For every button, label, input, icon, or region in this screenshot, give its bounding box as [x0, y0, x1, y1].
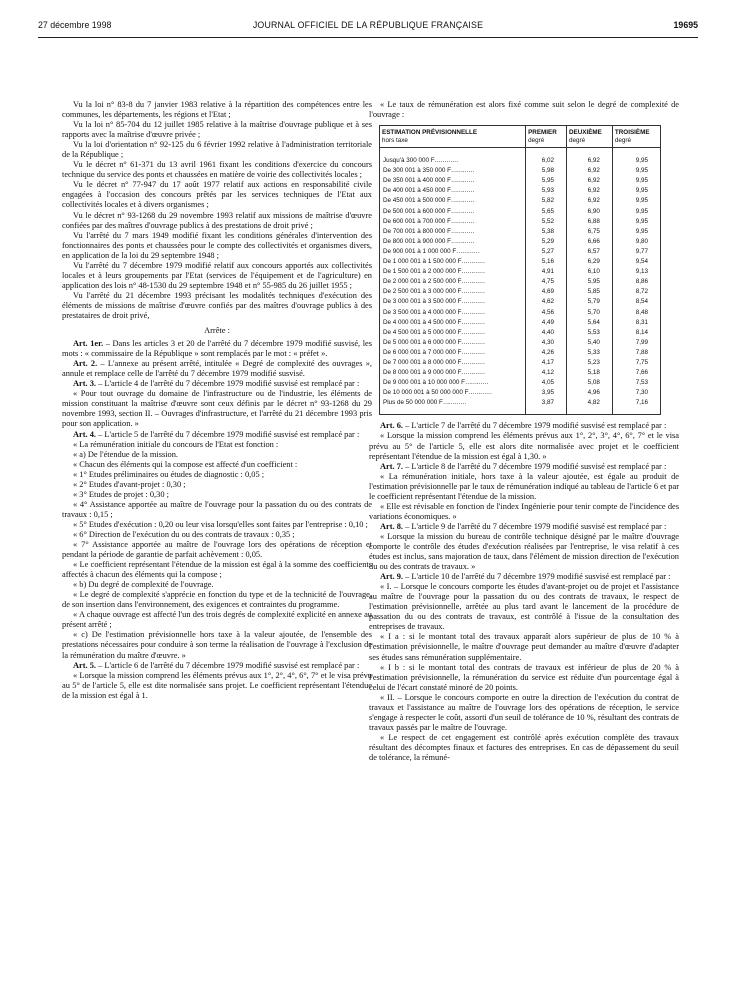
- rate-cell: 4,75: [526, 277, 567, 287]
- paragraph: « Le respect de cet engagement est contrôlé après exécution complète des travaux résultant des décomptes finaux et factures des entreprises. En cas de dépassement du seuil de tolérance, la rémuné-: [369, 732, 679, 762]
- paragraph: « Le coefficient représentant l'étendue de la mission est égal à la somme des coefficients affectés à chacun des éléments qui la compose ;: [62, 560, 372, 580]
- rate-cell: 6,92: [566, 148, 612, 167]
- art4-text: [62, 440, 372, 661]
- rate-cell: 4,69: [526, 287, 567, 297]
- estimation-bracket-cell: De 9 000 001 à 10 000 000 F…………: [380, 378, 526, 388]
- table-row: [380, 237, 661, 247]
- paragraph: « 7° Assistance apportée au maître de l'ouvrage lors des opérations de réception et pendant la période de garantie de parfait achèvement : 0,05.: [62, 540, 372, 560]
- estimation-bracket-cell: De 1 500 001 à 2 000 000 F…………: [380, 267, 526, 277]
- table-row: [380, 227, 661, 237]
- rate-cell: 4,49: [526, 318, 567, 328]
- rate-cell: 4,82: [566, 398, 612, 415]
- paragraph: « 1° Etudes préliminaires ou études de diagnostic : 0,05 ;: [73, 469, 265, 479]
- article-6: [369, 421, 679, 431]
- rate-cell: 5,85: [566, 287, 612, 297]
- rate-cell: 8,14: [612, 328, 660, 338]
- remuneration-rate-table: [379, 125, 661, 415]
- paragraph: « I a : si le montant total des travaux apparaît alors supérieur de plus de 10 % à l'estimation prévisionnelle, le maître d'ouvrage peut demander au maître d'œuvre d'adapter ses études sans rémunération supplémentaire.: [369, 632, 679, 662]
- estimation-bracket-cell: De 2 500 001 à 3 000 000 F…………: [380, 287, 526, 297]
- left-column: [62, 100, 372, 701]
- article-1: [62, 339, 372, 359]
- article-9: [369, 572, 679, 582]
- rate-cell: 6,75: [566, 227, 612, 237]
- rate-cell: 7,88: [612, 348, 660, 358]
- estimation-bracket-cell: De 1 000 001 à 1 500 000 F…………: [380, 257, 526, 267]
- estimation-bracket-cell: De 450 001 à 500 000 F…………: [380, 196, 526, 206]
- article-label: Art. 9.: [380, 572, 404, 582]
- estimation-bracket-cell: De 4 500 001 à 5 000 000 F…………: [380, 328, 526, 338]
- paragraph: Vu le décret n° 93-1268 du 29 novembre 1993 relatif aux missions de maîtrise d'œuvre confiées par des maîtres d'ouvrage publics à des prestations de droit privé ;: [62, 210, 372, 230]
- paragraph: « La rémunération initiale du concours de l'Etat est fonction :: [73, 439, 279, 449]
- table-row: [380, 257, 661, 267]
- rate-cell: 5,27: [526, 247, 567, 257]
- rate-cell: 5,40: [566, 338, 612, 348]
- rate-cell: 6,92: [566, 196, 612, 206]
- table-row: [380, 196, 661, 206]
- paragraph: « a) De l'étendue de la mission.: [73, 449, 179, 459]
- rate-cell: 4,05: [526, 378, 567, 388]
- rate-cell: 9,95: [612, 227, 660, 237]
- rate-cell: 5,23: [566, 358, 612, 368]
- paragraph: « Lorsque la mission comprend les éléments prévus aux 1°, 2°, 3°, 4°, 6°, 7° et le visa prévu au 5° de l'article 5, elle est alors dite normalisée avec projet et le coefficient représentant l'étendue de la mission est égal à 1,30. »: [369, 431, 679, 461]
- paragraph: « 4° Assistance apportée au maître de l'ouvrage pour la passation du ou des contrats de travaux : 0,15 ;: [62, 499, 372, 519]
- page-header: [38, 20, 698, 36]
- paragraph: « Chacun des éléments qui la compose est affecté d'un coefficient :: [73, 459, 298, 469]
- estimation-bracket-cell: De 400 001 à 450 000 F…………: [380, 186, 526, 196]
- rate-cell: 6,90: [566, 207, 612, 217]
- estimation-bracket-cell: De 500 001 à 600 000 F…………: [380, 207, 526, 217]
- right-column: [369, 100, 679, 763]
- estimation-bracket-cell: De 700 001 à 800 000 F…………: [380, 227, 526, 237]
- article-intro: – Dans les articles 3 et 20 de l'arrêté du 7 décembre 1979 modifié susvisé, les mots : « commissaire de la République » sont remplacés par le mot : « préfet ».: [62, 339, 373, 359]
- article-intro: – L'article 8 de l'arrêté du 7 décembre 1979 modifié susvisé est remplacé par :: [403, 461, 667, 471]
- article-label: Art. 6.: [380, 421, 404, 431]
- article-label: Art. 8.: [380, 521, 404, 531]
- rate-cell: 5,53: [566, 328, 612, 338]
- rate-cell: 5,98: [526, 166, 567, 176]
- considerations-list: [62, 100, 372, 321]
- table-row: [380, 217, 661, 227]
- rate-cell: 9,13: [612, 267, 660, 277]
- table-intro: « Le taux de rémunération est alors fixé comme suit selon le degré de complexité de l'ouvrage :: [369, 100, 679, 120]
- article-label: Art. 3.: [73, 379, 97, 389]
- table-row: [380, 277, 661, 287]
- estimation-bracket-cell: De 7 000 001 à 8 000 000 F…………: [380, 358, 526, 368]
- rate-cell: 9,77: [612, 247, 660, 257]
- rate-cell: 5,95: [566, 277, 612, 287]
- rate-cell: 5,64: [566, 318, 612, 328]
- estimation-bracket-cell: De 900 001 à 1 000 000 F…………: [380, 247, 526, 257]
- rate-cell: 4,62: [526, 297, 567, 307]
- journal-title: JOURNAL OFFICIEL DE LA RÉPUBLIQUE FRANÇAISE: [252, 20, 484, 30]
- article-5: [62, 661, 372, 671]
- estimation-bracket-cell: De 6 000 001 à 7 000 000 F…………: [380, 348, 526, 358]
- table-row: [380, 297, 661, 307]
- table-body: [380, 148, 661, 415]
- rate-cell: 8,86: [612, 277, 660, 287]
- paragraph: Vu l'arrêté du 7 mars 1949 modifié fixant les conditions générales d'intervention des fonctionnaires des ponts et chaussées pour le compte des collectivités et organismes divers, en application de la loi du 29 septembre 1948 ;: [62, 230, 372, 260]
- article-label: Art. 4.: [73, 429, 97, 439]
- table-row: [380, 398, 661, 415]
- rate-cell: 7,53: [612, 378, 660, 388]
- paragraph: « A chaque ouvrage est affecté l'un des trois degrés de complexité explicité en annexe au présent arrêté ;: [62, 610, 372, 630]
- article-intro: – L'article 6 de l'arrêté du 7 décembre 1979 modifié susvisé est remplacé par :: [96, 660, 360, 670]
- rate-cell: 9,80: [612, 237, 660, 247]
- table-row: [380, 318, 661, 328]
- table-row: [380, 247, 661, 257]
- rate-cell: 5,33: [566, 348, 612, 358]
- table-row: [380, 207, 661, 217]
- page-number: 19695: [673, 20, 698, 30]
- rate-cell: 4,96: [566, 388, 612, 398]
- rate-cell: 6,10: [566, 267, 612, 277]
- rate-cell: 5,65: [526, 207, 567, 217]
- col-header-troisieme: TROISIÈME degré: [612, 126, 660, 148]
- arrete-heading: Arrête :: [204, 326, 230, 336]
- rate-cell: 9,54: [612, 257, 660, 267]
- rate-cell: 5,82: [526, 196, 567, 206]
- paragraph: « II. – Lorsque le concours comporte en outre la direction de l'exécution du contrat de travaux et l'assistance au maître de l'ouvrage lors des opérations de réception, le service s'engage à respecter le coût, assorti d'un seuil de tolérance de 10 %, résultant des contrats de travaux passés par le maître de l'ouvrage.: [369, 692, 679, 732]
- article-intro: – L'article 7 de l'arrêté du 7 décembre 1979 modifié susvisé est remplacé par :: [403, 421, 667, 431]
- table-row: [380, 358, 661, 368]
- estimation-bracket-cell: De 3 500 001 à 4 000 000 F…………: [380, 308, 526, 318]
- rate-cell: 7,30: [612, 388, 660, 398]
- estimation-bracket-cell: De 300 001 à 350 000 F…………: [380, 166, 526, 176]
- rate-cell: 5,38: [526, 227, 567, 237]
- rate-cell: 8,48: [612, 308, 660, 318]
- paragraph: « Le degré de complexité s'apprécie en fonction du type et de la technicité de l'ouvrage, de son insertion dans l'environnement, des exigences et contraintes du programme.: [62, 590, 372, 610]
- rate-cell: 5,16: [526, 257, 567, 267]
- paragraph: « c) De l'estimation prévisionnelle hors taxe à la valeur ajoutée, de l'ensemble des prestations nécessaires pour conduire à son terme la réalisation de l'ouvrage à l'exclusion de la rémunération du maître d'œuvre. »: [62, 630, 372, 660]
- article-7: [369, 462, 679, 472]
- table-row: [380, 267, 661, 277]
- table-row: [380, 176, 661, 186]
- header-date: 27 décembre 1998: [38, 20, 112, 30]
- rate-cell: 8,31: [612, 318, 660, 328]
- article-label: Art. 7.: [380, 461, 404, 471]
- rate-cell: 9,95: [612, 176, 660, 186]
- rate-cell: 8,54: [612, 297, 660, 307]
- article-label: Art. 1er.: [73, 339, 104, 349]
- rate-cell: 6,88: [566, 217, 612, 227]
- art9-text: [369, 582, 679, 763]
- rate-cell: 9,95: [612, 186, 660, 196]
- table-row: [380, 378, 661, 388]
- estimation-bracket-cell: Plus de 50 000 000 F…………: [380, 398, 526, 415]
- table-row: [380, 328, 661, 338]
- rate-cell: 7,16: [612, 398, 660, 415]
- paragraph: Vu la loi d'orientation n° 92-125 du 6 février 1992 relative à l'administration territoriale de la République ;: [62, 140, 372, 160]
- paragraph: « La rémunération initiale, hors taxe à la valeur ajoutée, est égale au produit de l'estimation prévisionnelle par le taux de rémunération indiqué au tableau de l'article 6 et par le coefficient représentant l'étendue de la mission.: [369, 471, 679, 501]
- rate-cell: 6,66: [566, 237, 612, 247]
- article-intro: – L'article 10 de l'arrêté du 7 décembre 1979 modifié susvisé est remplacé par :: [403, 572, 671, 582]
- estimation-bracket-cell: Jusqu'à 300 000 F…………: [380, 148, 526, 167]
- paragraph: « I b : si le montant total des contrats de travaux est inférieur de plus de 20 % à l'estimation prévisionnelle, la rémunération du service est réduite d'un pourcentage égal à celui de l'écart constaté minoré de 20 points.: [369, 662, 679, 692]
- paragraph: « Lorsque la mission comprend les éléments prévus aux 1°, 2°, 4°, 6°, 7° et le visa prévu au 5° de l'article 5, elle est dite normalisée sans projet. Le coefficient représentant l'étendue de la mission est égal à 1.: [62, 670, 372, 700]
- article-3: [62, 379, 372, 389]
- rate-cell: 5,08: [566, 378, 612, 388]
- paragraph: Vu l'arrêté du 7 décembre 1979 modifié relatif aux concours apportés aux collectivités locales et à leurs groupements par l'Etat (services de l'équipement et de l'agriculture) en application des lois n° 48-1530 du 29 septembre 1948 et n° 55-985 du 26 juillet 1955 ;: [62, 260, 372, 290]
- table-row: [380, 148, 661, 167]
- table-row: [380, 308, 661, 318]
- rate-cell: 9,95: [612, 148, 660, 167]
- rate-cell: 6,92: [566, 186, 612, 196]
- table-row: [380, 338, 661, 348]
- estimation-bracket-cell: De 2 000 001 à 2 500 000 F…………: [380, 277, 526, 287]
- estimation-bracket-cell: De 350 001 à 400 000 F…………: [380, 176, 526, 186]
- paragraph: Vu la loi n° 83-8 du 7 janvier 1983 relative à la répartition des compétences entre les communes, les départements, les régions et l'Etat ;: [62, 100, 372, 120]
- paragraph: « 3° Etudes de projet : 0,30 ;: [73, 489, 169, 499]
- rate-cell: 5,52: [526, 217, 567, 227]
- rate-cell: 5,93: [526, 186, 567, 196]
- estimation-bracket-cell: De 600 001 à 700 000 F…………: [380, 217, 526, 227]
- estimation-bracket-cell: De 4 000 001 à 4 500 000 F…………: [380, 318, 526, 328]
- rate-cell: 4,56: [526, 308, 567, 318]
- article-4: [62, 430, 372, 440]
- rate-cell: 4,40: [526, 328, 567, 338]
- rate-cell: 5,95: [526, 176, 567, 186]
- article-label: Art. 5.: [73, 660, 97, 670]
- paragraph: « Lorsque la mission du bureau de contrôle technique désigné par le maître d'ouvrage comporte le contrôle des études d'exécution réalisées par l'entreprise, le visa relatif à ces études est inclus, sans majoration de taux, dans l'élément de mission direction de l'exécution du ou des contrats de travaux. »: [369, 531, 679, 572]
- rate-cell: 9,95: [612, 217, 660, 227]
- article-intro: – L'annexe au présent arrêté, intitulée « Degré de complexité des ouvrages », annule et remplace celle de l'arrêté du 7 décembre 1979 modifié susvisé.: [62, 359, 372, 379]
- rate-cell: 5,79: [566, 297, 612, 307]
- rate-cell: 6,92: [566, 176, 612, 186]
- article-8: [369, 522, 679, 532]
- art3-text: [62, 389, 372, 429]
- art8-text: [369, 532, 679, 572]
- estimation-bracket-cell: De 10 000 001 à 50 000 000 F…………: [380, 388, 526, 398]
- table-row: [380, 348, 661, 358]
- paragraph: « Pour tout ouvrage du domaine de l'infrastructure ou de l'industrie, les éléments de mission constituant la maîtrise d'œuvre sont ceux définis par le décret n° 93-1268 du 29 novembre 1993, section II. – Ouvrages d'infrastructure, et l'arrêté du 21 décembre 1993 pris pour son application. »: [62, 389, 372, 429]
- paragraph: « b) Du degré de complexité de l'ouvrage.: [73, 580, 214, 590]
- paragraph: « Elle est révisable en fonction de l'index Ingénierie pour tenir compte de l'incidence des variations économiques. »: [369, 501, 679, 521]
- rate-cell: 6,57: [566, 247, 612, 257]
- rate-cell: 4,12: [526, 368, 567, 378]
- paragraph: Vu le décret n° 77-947 du 17 août 1977 relatif aux actions en responsabilité civile engagées à l'occasion des concours prêtés par les services techniques de l'Etat aux collectivités locales et à divers organismes ;: [62, 180, 372, 210]
- col-header-deuxieme: DEUXIÈME degré: [566, 126, 612, 148]
- paragraph: Vu la loi n° 85-704 du 12 juillet 1985 relative à la maîtrise d'ouvrage publique et à ses rapports avec la maîtrise d'œuvre privée ;: [62, 120, 372, 140]
- rate-cell: 7,66: [612, 368, 660, 378]
- rate-cell: 5,18: [566, 368, 612, 378]
- header-rule: [38, 37, 698, 38]
- article-intro: – L'article 9 de l'arrêté du 7 décembre 1979 modifié susvisé est remplacé par :: [403, 521, 667, 531]
- estimation-bracket-cell: De 8 000 001 à 9 000 000 F…………: [380, 368, 526, 378]
- rate-cell: 3,95: [526, 388, 567, 398]
- table-row: [380, 287, 661, 297]
- paragraph: « 5° Etudes d'exécution : 0,20 ou leur visa lorsqu'elles sont faites par l'entreprise : 0,10 ;: [73, 519, 368, 529]
- paragraph: Vu le décret n° 61-371 du 13 avril 1961 fixant les conditions d'exercice du concours technique du service des ponts et chaussées en matière de voirie des collectivités locales ;: [62, 160, 372, 180]
- article-2: [62, 359, 372, 379]
- article-label: Art. 2.: [73, 359, 98, 369]
- rate-cell: 9,95: [612, 207, 660, 217]
- col-header-premier: PREMIER degré: [526, 126, 567, 148]
- table-row: [380, 388, 661, 398]
- art5-text: [62, 671, 372, 701]
- rate-cell: 4,30: [526, 338, 567, 348]
- rate-cell: 4,91: [526, 267, 567, 277]
- rate-cell: 8,72: [612, 287, 660, 297]
- estimation-bracket-cell: De 800 001 à 900 000 F…………: [380, 237, 526, 247]
- art6-text: [369, 431, 679, 461]
- rate-cell: 6,02: [526, 148, 567, 167]
- rate-cell: 9,95: [612, 196, 660, 206]
- table-row: [380, 166, 661, 176]
- rate-cell: 7,99: [612, 338, 660, 348]
- rate-cell: 6,29: [566, 257, 612, 267]
- rate-cell: 3,87: [526, 398, 567, 415]
- table-row: [380, 186, 661, 196]
- estimation-bracket-cell: De 3 000 001 à 3 500 000 F…………: [380, 297, 526, 307]
- paragraph: « 2° Etudes d'avant-projet : 0,30 ;: [73, 479, 186, 489]
- paragraph: « 6° Direction de l'exécution du ou des contrats de travaux : 0,35 ;: [73, 529, 295, 539]
- rate-cell: 7,75: [612, 358, 660, 368]
- rate-cell: 9,95: [612, 166, 660, 176]
- table-row: [380, 368, 661, 378]
- article-intro: – L'article 4 de l'arrêté du 7 décembre 1979 modifié susvisé est remplacé par :: [96, 379, 360, 389]
- estimation-bracket-cell: De 5 000 001 à 6 000 000 F…………: [380, 338, 526, 348]
- paragraph: Vu l'arrêté du 21 décembre 1993 précisant les modalités techniques d'exécution des éléments de missions de maîtrise d'œuvre confiés par des maîtres d'ouvrage publics à des prestataires de droit privé,: [62, 290, 372, 320]
- articles-1-3: [62, 339, 372, 389]
- art7-text: [369, 472, 679, 522]
- article-intro: – L'article 5 de l'arrêté du 7 décembre 1979 modifié susvisé est remplacé par :: [96, 429, 360, 439]
- rate-cell: 5,70: [566, 308, 612, 318]
- rate-cell: 5,29: [526, 237, 567, 247]
- col-header-estimation: ESTIMATION PRÉVISIONNELLE hors taxe: [380, 126, 526, 148]
- paragraph: « I. – Lorsque le concours comporte les études d'avant-projet ou de projet et l'assistance au maître de l'ouvrage pour la passation du ou des contrats de travaux, le respect de l'estimation prévisionnelle, arrêtée au plus tard avant le lancement de la procédure de passation du ou des contrats de travaux, est contrôlé à l'issue de la consultation des entreprises de travaux.: [369, 582, 679, 632]
- rate-cell: 6,92: [566, 166, 612, 176]
- rate-cell: 4,26: [526, 348, 567, 358]
- rate-cell: 4,17: [526, 358, 567, 368]
